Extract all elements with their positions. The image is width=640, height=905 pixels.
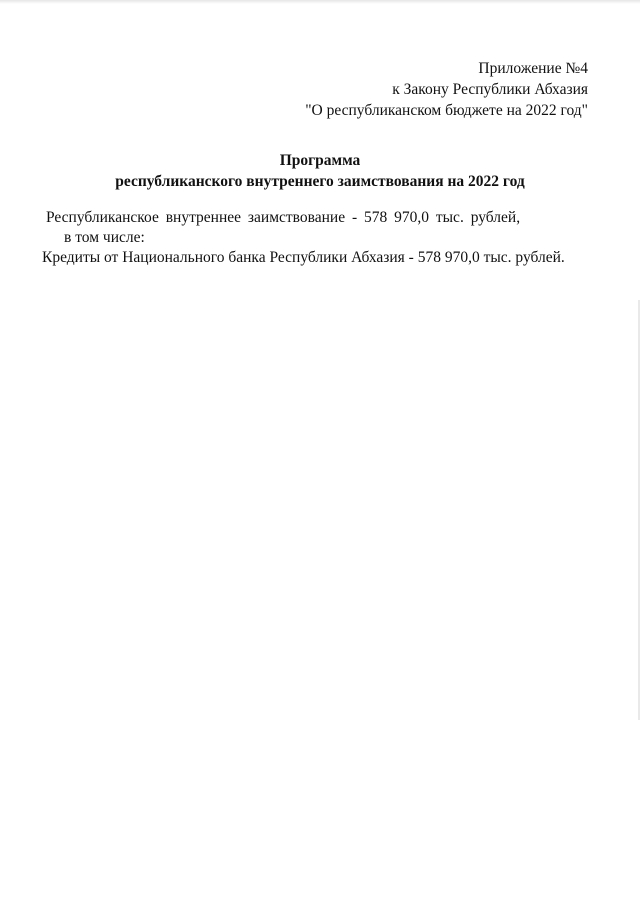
title-line-program: Программа xyxy=(279,152,361,169)
borrowing-total-line: Республиканское внутреннее заимствование - 578 970,0 тыс. рублей, xyxy=(46,209,521,226)
appendix-law-reference: к Закону Республики Абхазия xyxy=(392,81,588,98)
title-line-subject: республиканского внутреннего заимствования на 2022 год xyxy=(115,173,525,190)
appendix-number: Приложение №4 xyxy=(478,60,588,77)
document-title xyxy=(0,150,640,192)
including-line: в том числе: xyxy=(64,229,145,246)
appendix-header xyxy=(305,58,588,121)
scan-edge-top xyxy=(0,0,640,4)
national-bank-credits-line: Кредиты от Национального банка Республики Абхазия - 578 970,0 тыс. рублей. xyxy=(42,249,565,266)
appendix-law-title: "О республиканском бюджете на 2022 год" xyxy=(305,102,588,119)
